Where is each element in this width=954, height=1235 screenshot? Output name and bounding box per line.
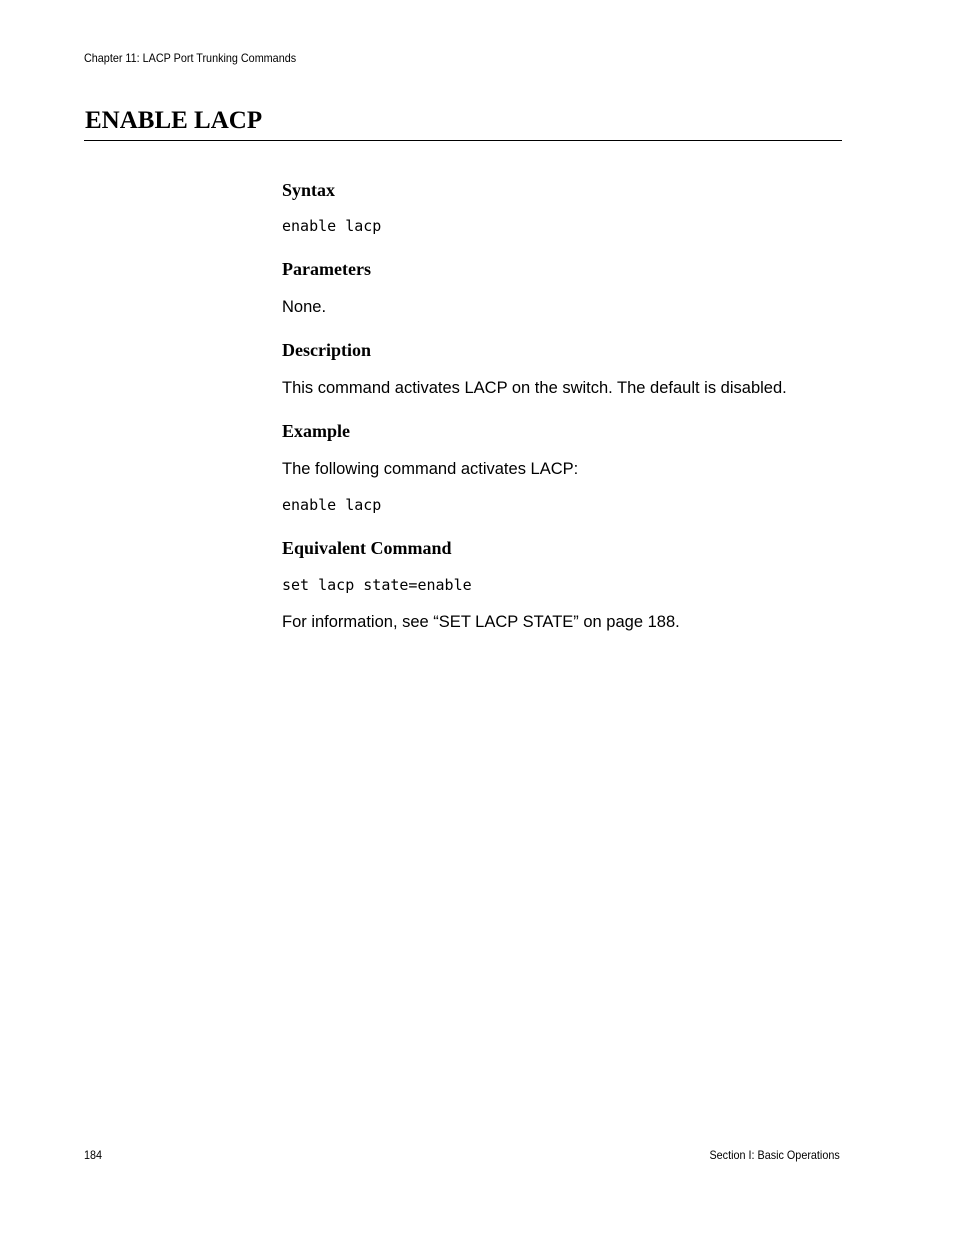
equivalent-command-heading: Equivalent Command: [282, 538, 452, 558]
parameters-heading: Parameters: [282, 259, 371, 279]
title-rule: [84, 140, 842, 141]
example-text: The following command activates LACP:: [282, 460, 579, 478]
equivalent-command-code: set lacp state=enable: [282, 576, 472, 594]
description-text: This command activates LACP on the switch. The default is disabled.: [282, 379, 787, 397]
footer-section: Section I: Basic Operations: [709, 1148, 840, 1162]
footer-page-number: 184: [84, 1148, 103, 1162]
syntax-heading: Syntax: [282, 180, 336, 200]
running-header: Chapter 11: LACP Port Trunking Commands: [84, 51, 297, 65]
example-code: enable lacp: [282, 496, 382, 514]
example-heading: Example: [282, 421, 351, 441]
parameters-text: None.: [282, 298, 327, 316]
description-heading: Description: [282, 340, 371, 360]
page-title: ENABLE LACP: [85, 107, 263, 134]
equivalent-command-reference: For information, see “SET LACP STATE” on page 188.: [282, 613, 680, 631]
syntax-code: enable lacp: [282, 217, 382, 235]
